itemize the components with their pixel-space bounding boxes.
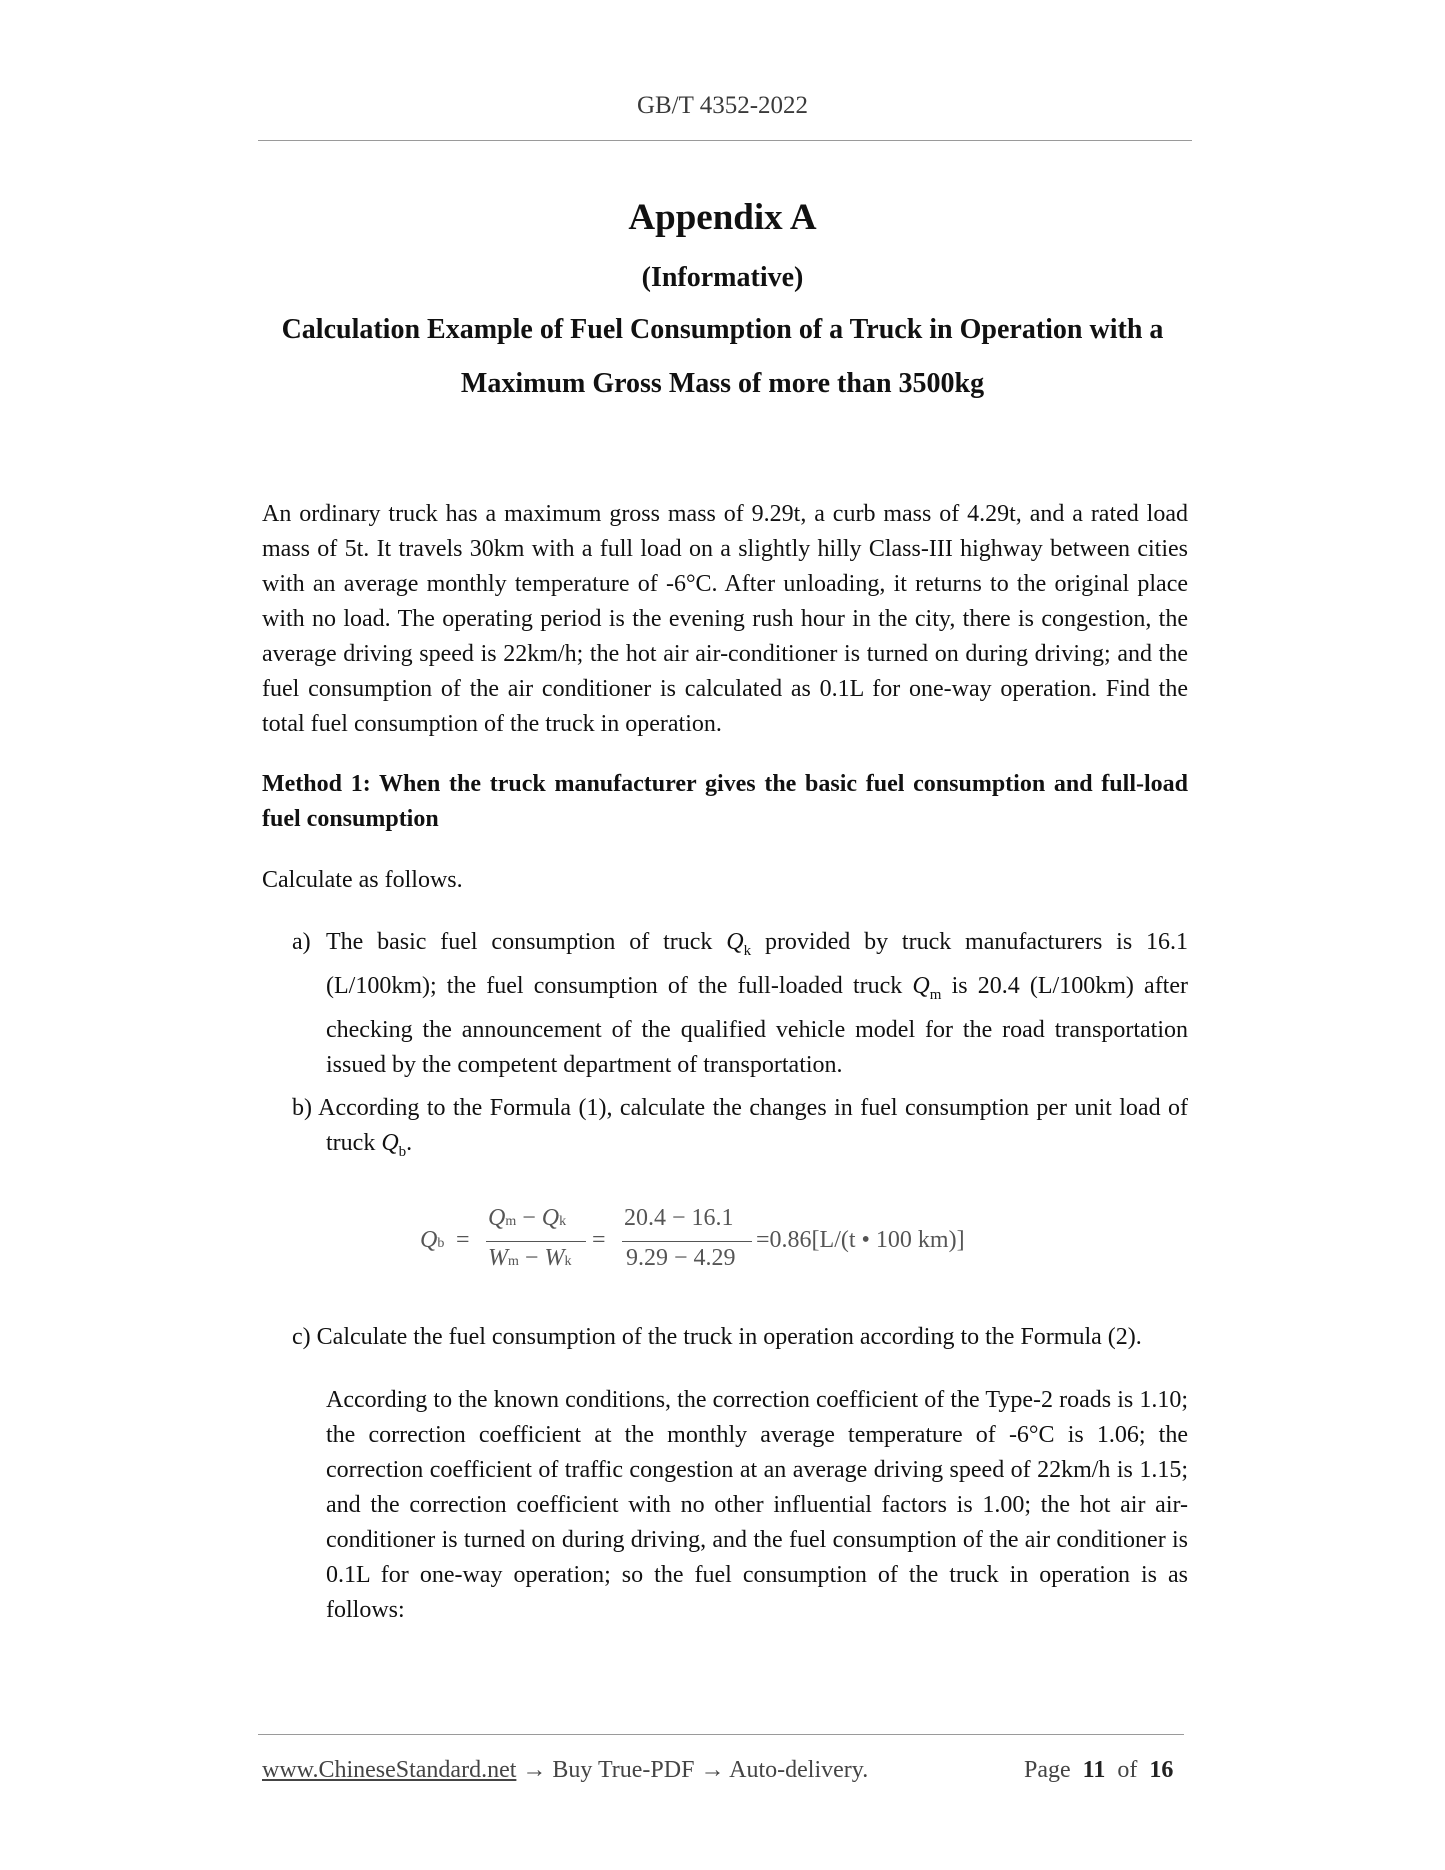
formula-denominator-symbols: Wm − Wk xyxy=(488,1245,572,1271)
document-id-header: GB/T 4352-2022 xyxy=(636,92,809,119)
appendix-type: (Informative) xyxy=(641,262,804,293)
formula-lhs: Qb xyxy=(420,1227,445,1253)
appendix-title: Appendix A xyxy=(628,197,817,238)
list-item-b xyxy=(292,1091,1188,1170)
header-divider xyxy=(258,140,1192,141)
method-1-heading: Method 1: When the truck manufacturer gives the basic fuel consumption and full-load fuel consumption xyxy=(262,771,1188,832)
conditions-paragraph: According to the known conditions, the correction coefficient of the Type-2 roads is 1.10; the correction coefficient at the monthly average temperature of -6°C is 1.06; the correction coefficient of traffic congestion at an average driving speed of 22km/h is 1.15; and the correction coefficient with no other influential factors is 1.00; the hot air air-conditioner is turned on during driving, and the fuel consumption of the air conditioner is 0.1L for one-way operation; so the fuel consumption of the truck in operation is as follows: xyxy=(326,1387,1188,1623)
arrow-icon: → xyxy=(522,1757,547,1783)
buy-pdf-text: Buy True-PDF xyxy=(552,1757,695,1783)
list-item-a xyxy=(292,925,1188,1083)
formula-result: =0.86[L/(t • 100 km)] xyxy=(756,1227,965,1253)
appendix-subtitle-line2: Maximum Gross Mass of more than 3500kg xyxy=(460,368,985,399)
arrow-icon: → xyxy=(700,1757,725,1783)
formula-numerator-symbols: Qm − Qk xyxy=(488,1205,567,1231)
intro-paragraph: An ordinary truck has a maximum gross mass of 9.29t, a curb mass of 4.29t, and a rated load mass of 5t. It travels 30km with a full load on a slightly hilly Class-III highway between cities with an average monthly temperature of -6°C. After unloading, it returns to the original place with no load. The operating period is the evening rush hour in the city, there is congestion, the average driving speed is 22km/h; the hot air air-conditioner is turned on during driving; and the fuel consumption of the air conditioner is calculated as 0.1L for one-way operation. Find the total fuel consumption of the truck in operation. xyxy=(262,501,1188,737)
formula-fraction-bar-2 xyxy=(622,1241,752,1242)
list-item-c xyxy=(292,1320,1188,1355)
list-text-c: c) Calculate the fuel consumption of the truck in operation according to the Formula (2). xyxy=(292,1324,1142,1350)
formula-denominator-values: 9.29 − 4.29 xyxy=(626,1245,736,1271)
website-link[interactable]: www.ChineseStandard.net xyxy=(262,1757,517,1783)
footer-divider xyxy=(258,1734,1184,1735)
formula-eq-1: = xyxy=(456,1227,470,1253)
formula-eq-2: = xyxy=(592,1227,606,1253)
footer-promo xyxy=(262,1757,868,1784)
auto-delivery-text: Auto-delivery. xyxy=(729,1757,869,1783)
formula-fraction-bar-1 xyxy=(486,1241,586,1242)
list-text-a: The basic fuel consumption of truck $Q_k$ provided by truck manufacturers is 16.1 (L/100km); the fuel consumption of the full-loaded truck $Q_m$ is 20.4 (L/100km) after checking the announcement of the qualified vehicle model for the road transportation issued by the competent department of transportation. xyxy=(326,929,1188,1078)
formula-1 xyxy=(420,1205,1060,1285)
list-label-a: a) xyxy=(292,929,311,955)
formula-numerator-values: 20.4 − 16.1 xyxy=(624,1205,734,1231)
calculate-intro: Calculate as follows. xyxy=(262,867,463,893)
appendix-subtitle-line1: Calculation Example of Fuel Consumption of a Truck in Operation with a xyxy=(281,314,1164,345)
page-number: Page 11 of 16 xyxy=(1024,1757,1174,1783)
list-text-b: b) According to the Formula (1), calculate the changes in fuel consumption per unit load of truck $Q_b$. xyxy=(292,1095,1188,1160)
